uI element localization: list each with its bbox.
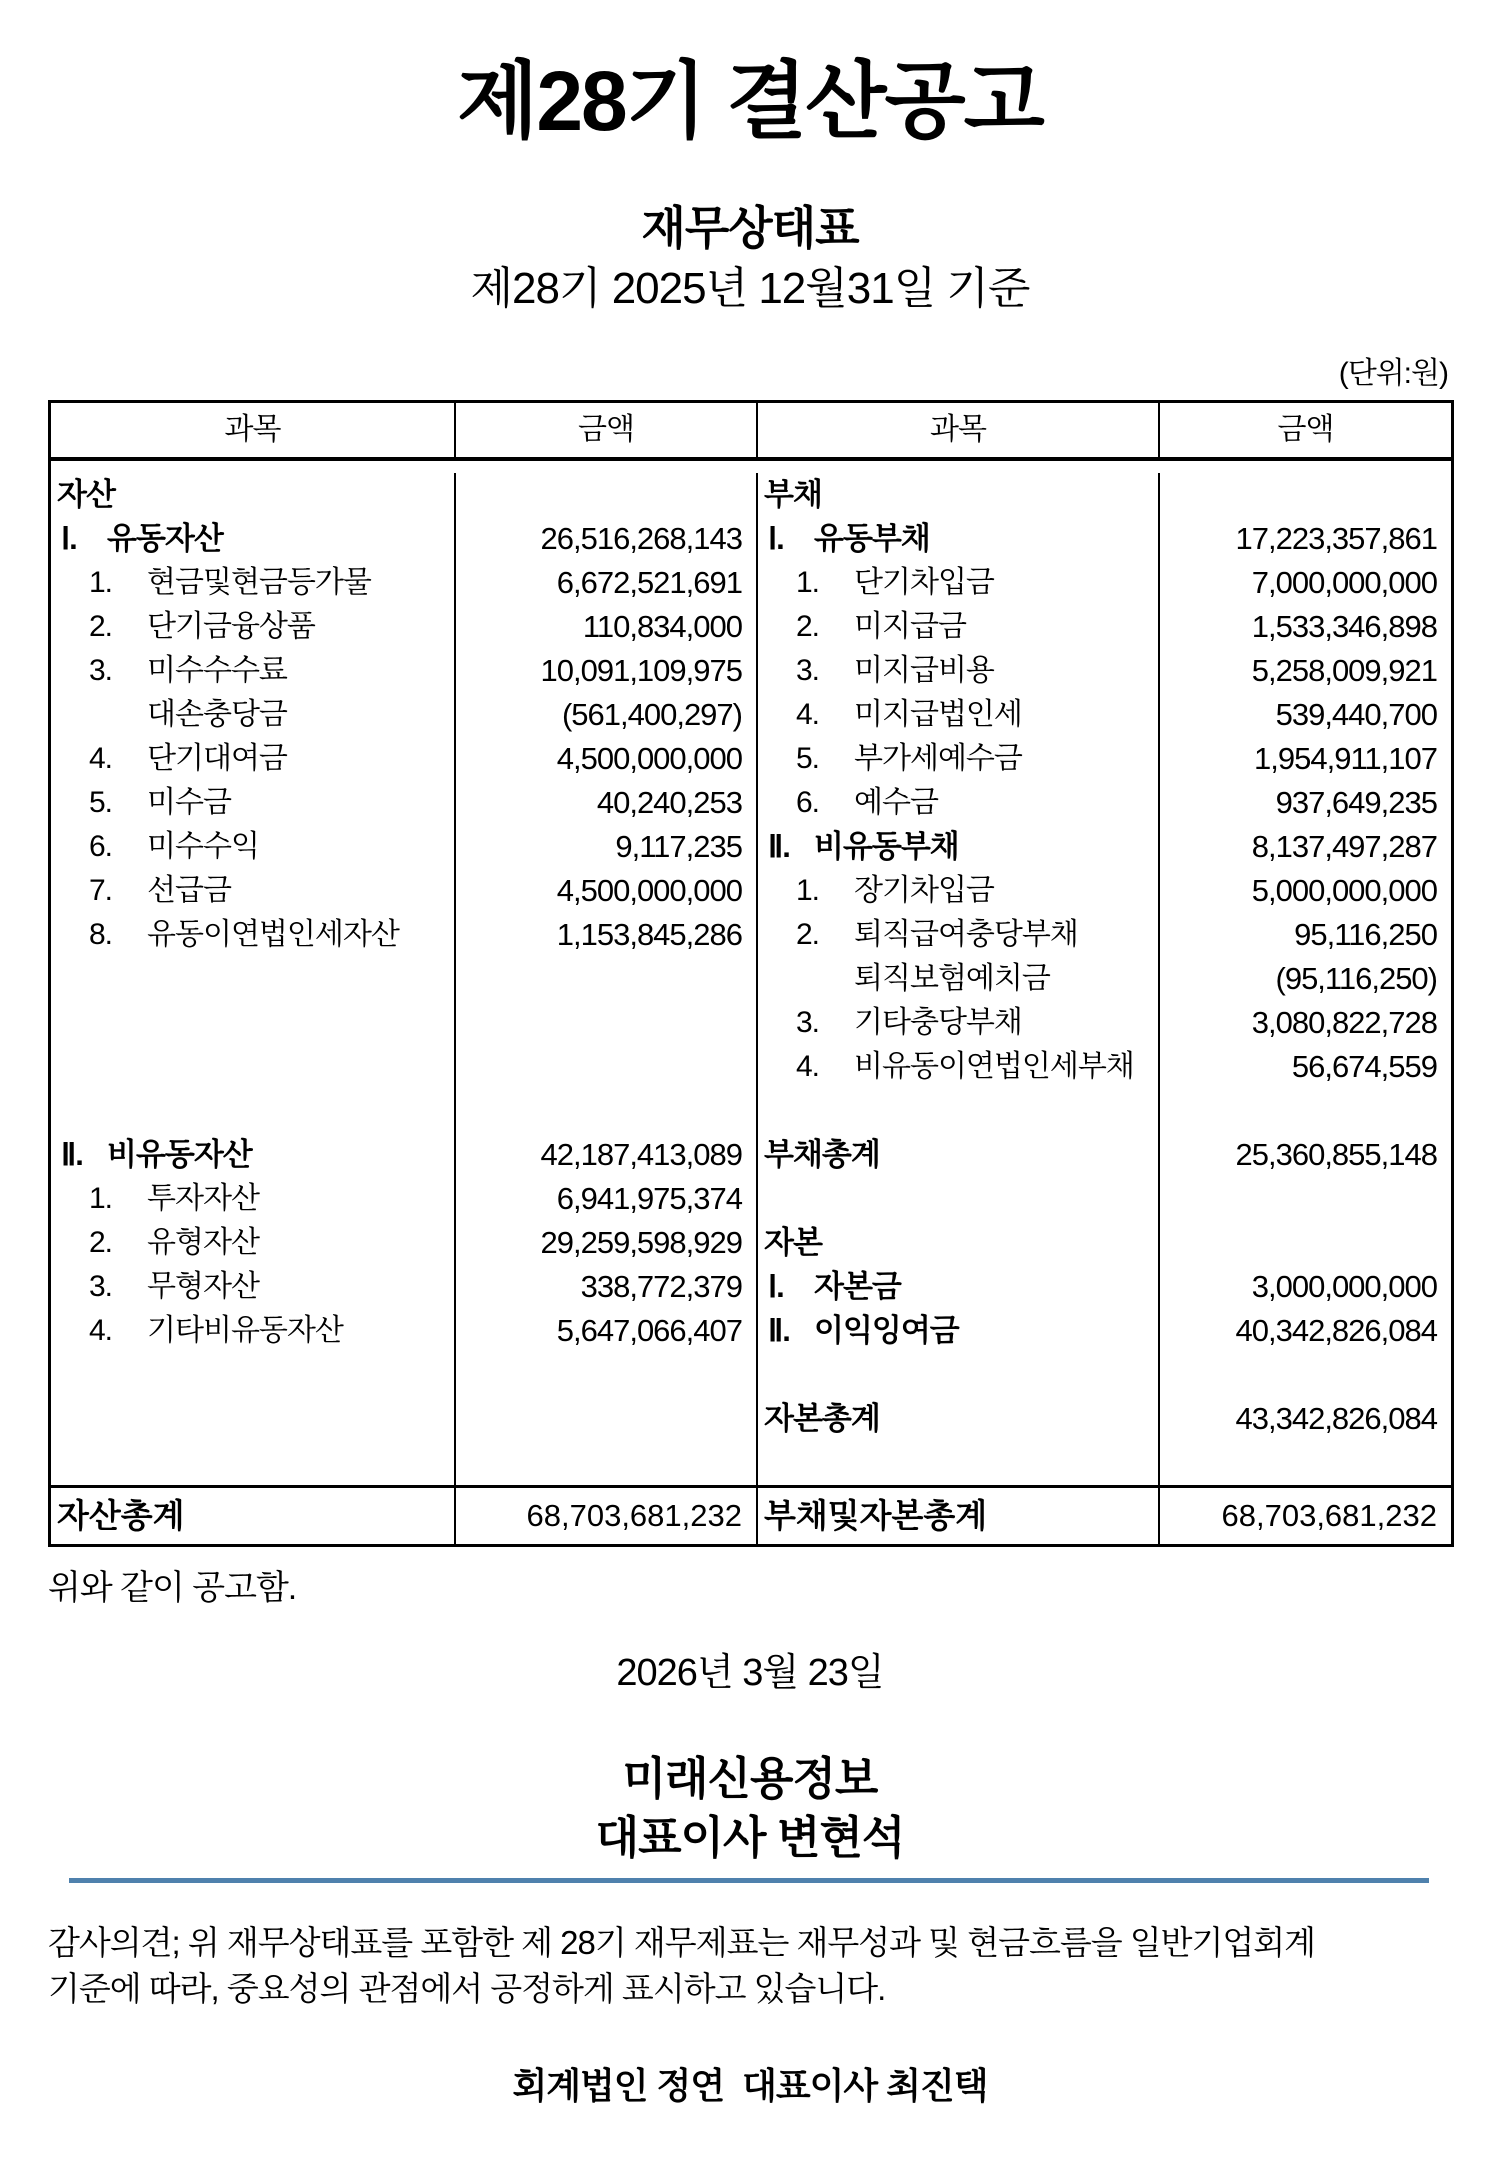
amount-right: 5,258,009,921 xyxy=(1251,653,1437,688)
account-label-left xyxy=(51,1309,456,1353)
account-label-left xyxy=(51,1397,456,1441)
table-row xyxy=(51,1133,1451,1177)
amount-right xyxy=(1160,473,1451,517)
table-row xyxy=(51,1001,1451,1045)
table-header-row xyxy=(51,403,1451,461)
total-liab-equity-label: 부채및자본총계 xyxy=(758,1488,1160,1544)
amount-right: 3,000,000,000 xyxy=(1251,1269,1437,1304)
item-text: 기타충당부채 xyxy=(854,1006,1022,1039)
account-label-right xyxy=(758,1177,1160,1221)
amount-left: 40,240,253 xyxy=(456,781,758,825)
account-label-right xyxy=(758,517,1160,561)
amount-right: 25,360,855,148 xyxy=(1235,1137,1437,1172)
unit-label: (단위:원) xyxy=(1338,357,1448,390)
amount-right: 56,674,559 xyxy=(1291,1049,1437,1084)
audit-opinion-line1: 감사의견; 위 재무상태표를 포함한 제 28기 재무제표는 재무성과 및 현금흐름을 일반기업회계 xyxy=(48,1924,1316,1961)
table-row xyxy=(51,957,1451,1001)
account-label-right xyxy=(758,825,1160,869)
ceo-name: 대표이사 변현석 xyxy=(595,1812,905,1863)
item-text: 무형자산 xyxy=(147,1270,259,1303)
amount-left: 4,500,000,000 xyxy=(456,869,758,913)
amount-left: 1,153,845,286 xyxy=(456,913,758,957)
item-number: 6. xyxy=(89,830,113,863)
account-label-right xyxy=(758,869,1160,913)
item-text: 자본금 xyxy=(814,1269,901,1304)
item-text: 비유동부채 xyxy=(814,829,959,864)
item-number: 4. xyxy=(796,1050,820,1083)
item-number: 4. xyxy=(796,698,820,731)
table-row xyxy=(51,1265,1451,1309)
blue-divider xyxy=(69,1878,1429,1883)
account-label-left xyxy=(51,1221,456,1265)
item-number: Ⅱ. xyxy=(61,1137,83,1172)
table-row xyxy=(51,1221,1451,1265)
announcement-notice: 위와 같이 공고함. xyxy=(48,1569,297,1607)
header-account-right: 과목 xyxy=(758,403,1160,457)
statement-dateline: 제28기 2025년 12월31일 기준 xyxy=(470,264,1030,313)
account-label-left xyxy=(51,473,456,517)
amount-left xyxy=(456,1397,758,1441)
item-number: 4. xyxy=(89,742,113,775)
item-number: Ⅱ. xyxy=(768,1313,790,1348)
amount-left: 10,091,109,975 xyxy=(456,649,758,693)
item-number: 1. xyxy=(796,874,820,907)
item-text: 대손충당금 xyxy=(147,698,287,731)
item-text: 퇴직급여충당부채 xyxy=(854,918,1078,951)
account-label-left xyxy=(51,869,456,913)
item-text: 이익잉여금 xyxy=(814,1313,959,1348)
amount-left: 110,834,000 xyxy=(456,605,758,649)
account-label-right xyxy=(758,781,1160,825)
table-row xyxy=(51,561,1451,605)
item-text: 유동자산 xyxy=(107,521,223,556)
account-label-left xyxy=(51,781,456,825)
audit-opinion-line2: 기준에 따라, 중요성의 관점에서 공정하게 표시하고 있습니다. xyxy=(48,1970,886,2007)
item-text: 자산 xyxy=(57,477,115,512)
item-number: 3. xyxy=(89,1270,113,1303)
account-label-right xyxy=(758,1045,1160,1089)
table-row xyxy=(51,1045,1451,1089)
table-row xyxy=(51,1441,1451,1485)
account-label-right xyxy=(758,1001,1160,1045)
amount-left xyxy=(456,1001,758,1045)
item-number: 4. xyxy=(89,1314,113,1347)
item-number: 2. xyxy=(89,610,113,643)
table-row xyxy=(51,605,1451,649)
item-text: 예수금 xyxy=(854,786,938,819)
item-number: Ⅱ. xyxy=(768,829,790,864)
item-text: 부채 xyxy=(764,477,822,512)
item-number: 3. xyxy=(796,1006,820,1039)
account-label-right xyxy=(758,473,1160,517)
amount-right: 95,116,250 xyxy=(1294,917,1437,952)
item-text: 미지급비용 xyxy=(854,654,994,687)
table-row xyxy=(51,869,1451,913)
amount-right: (95,116,250) xyxy=(1275,961,1437,996)
account-label-left xyxy=(51,517,456,561)
amount-right: 8,137,497,287 xyxy=(1251,829,1437,864)
amount-right xyxy=(1160,1089,1451,1133)
amount-right xyxy=(1160,1177,1451,1221)
amount-right: 5,000,000,000 xyxy=(1251,873,1437,908)
account-label-left xyxy=(51,693,456,737)
account-label-right xyxy=(758,1089,1160,1133)
item-number: 7. xyxy=(89,874,113,907)
table-row xyxy=(51,517,1451,561)
item-text: 비유동이연법인세부채 xyxy=(854,1050,1134,1083)
audit-opinion xyxy=(48,1920,1458,2012)
account-label-left xyxy=(51,957,456,1001)
amount-left: 338,772,379 xyxy=(456,1265,758,1309)
account-label-left xyxy=(51,1353,456,1397)
account-label-right xyxy=(758,1441,1160,1485)
account-label-right xyxy=(758,561,1160,605)
announcement-date: 2026년 3월 23일 xyxy=(616,1652,884,1694)
table-row xyxy=(51,825,1451,869)
account-label-left xyxy=(51,1133,456,1177)
table-row xyxy=(51,649,1451,693)
statement-subtitle: 재무상태표 xyxy=(641,202,859,254)
amount-right xyxy=(1160,1221,1451,1265)
table-row xyxy=(51,781,1451,825)
account-label-right xyxy=(758,605,1160,649)
item-number: 1. xyxy=(89,566,113,599)
item-number: 5. xyxy=(89,786,113,819)
amount-right: 1,533,346,898 xyxy=(1251,609,1437,644)
item-text: 자본총계 xyxy=(764,1401,880,1436)
item-number: 1. xyxy=(89,1182,113,1215)
amount-left: (561,400,297) xyxy=(456,693,758,737)
account-label-right xyxy=(758,1133,1160,1177)
amount-left: 6,941,975,374 xyxy=(456,1177,758,1221)
amount-left xyxy=(456,1045,758,1089)
account-label-left xyxy=(51,913,456,957)
amount-left: 4,500,000,000 xyxy=(456,737,758,781)
account-label-left xyxy=(51,1045,456,1089)
account-label-left xyxy=(51,1177,456,1221)
account-label-left xyxy=(51,1001,456,1045)
item-text: 퇴직보험예치금 xyxy=(854,962,1050,995)
item-number: 2. xyxy=(89,1226,113,1259)
item-text: 비유동자산 xyxy=(107,1137,252,1172)
amount-right xyxy=(1160,1353,1451,1397)
amount-right: 17,223,357,861 xyxy=(1235,521,1437,556)
item-text: 단기차입금 xyxy=(854,566,994,599)
item-text: 자본 xyxy=(764,1225,822,1260)
company-name: 미래신용정보 xyxy=(622,1753,878,1804)
amount-left xyxy=(456,957,758,1001)
item-text: 유동부채 xyxy=(814,521,930,556)
item-number: 1. xyxy=(796,566,820,599)
table-row xyxy=(51,913,1451,957)
account-label-left xyxy=(51,1265,456,1309)
amount-right: 1,954,911,107 xyxy=(1254,741,1437,776)
amount-left: 5,647,066,407 xyxy=(456,1309,758,1353)
amount-left xyxy=(456,1441,758,1485)
account-label-right xyxy=(758,957,1160,1001)
total-liab-equity-value: 68,703,681,232 xyxy=(1221,1498,1437,1533)
account-label-left xyxy=(51,1441,456,1485)
item-number: 3. xyxy=(796,654,820,687)
table-row xyxy=(51,473,1451,517)
item-number: 2. xyxy=(796,610,820,643)
item-text: 미수금 xyxy=(147,786,231,819)
account-label-right xyxy=(758,737,1160,781)
amount-left xyxy=(456,473,758,517)
table-row xyxy=(51,1397,1451,1441)
table-row xyxy=(51,737,1451,781)
item-text: 미지급금 xyxy=(854,610,966,643)
item-text: 미수수수료 xyxy=(147,654,287,687)
item-text: 기타비유동자산 xyxy=(147,1314,343,1347)
table-row xyxy=(51,1309,1451,1353)
item-number: 6. xyxy=(796,786,820,819)
item-text: 부채총계 xyxy=(764,1137,880,1172)
table-row xyxy=(51,1177,1451,1221)
item-number: Ⅰ. xyxy=(61,521,77,556)
amount-right: 43,342,826,084 xyxy=(1235,1401,1437,1436)
account-label-left xyxy=(51,825,456,869)
item-text: 단기금융상품 xyxy=(147,610,315,643)
amount-right xyxy=(1160,1441,1451,1485)
item-text: 유동이연법인세자산 xyxy=(147,918,399,951)
item-text: 미지급법인세 xyxy=(854,698,1022,731)
account-label-right xyxy=(758,693,1160,737)
auditor-signature: 회계법인 정연 대표이사 최진택 xyxy=(512,2065,988,2106)
header-amount-left: 금액 xyxy=(456,403,758,457)
amount-left: 29,259,598,929 xyxy=(456,1221,758,1265)
item-text: 부가세예수금 xyxy=(854,742,1022,775)
item-text: 투자자산 xyxy=(147,1182,259,1215)
account-label-left xyxy=(51,1089,456,1133)
account-label-right xyxy=(758,1353,1160,1397)
item-number: 8. xyxy=(89,918,113,951)
account-label-left xyxy=(51,737,456,781)
amount-left xyxy=(456,1353,758,1397)
amount-right: 7,000,000,000 xyxy=(1251,565,1437,600)
page-title: 제28기 결산공고 xyxy=(457,54,1043,148)
amount-right: 937,649,235 xyxy=(1275,785,1437,820)
total-assets-label: 자산총계 xyxy=(51,1488,456,1544)
total-assets-value: 68,703,681,232 xyxy=(456,1488,758,1544)
account-label-left xyxy=(51,561,456,605)
item-text: 현금및현금등가물 xyxy=(147,566,371,599)
item-text: 유형자산 xyxy=(147,1226,259,1259)
item-text: 미수수익 xyxy=(147,830,259,863)
account-label-left xyxy=(51,605,456,649)
table-row xyxy=(51,693,1451,737)
header-account-left: 과목 xyxy=(51,403,456,457)
item-number: Ⅰ. xyxy=(768,521,784,556)
table-total-row xyxy=(51,1485,1451,1544)
account-label-right xyxy=(758,1265,1160,1309)
item-number: Ⅰ. xyxy=(768,1269,784,1304)
amount-left: 6,672,521,691 xyxy=(456,561,758,605)
amount-left: 42,187,413,089 xyxy=(456,1133,758,1177)
account-label-right xyxy=(758,1221,1160,1265)
amount-left xyxy=(456,1089,758,1133)
balance-sheet-table xyxy=(48,400,1454,1547)
item-text: 선급금 xyxy=(147,874,231,907)
table-body xyxy=(51,461,1451,1485)
item-number: 5. xyxy=(796,742,820,775)
account-label-left xyxy=(51,649,456,693)
table-row xyxy=(51,1089,1451,1133)
account-label-right xyxy=(758,1309,1160,1353)
amount-right: 539,440,700 xyxy=(1275,697,1437,732)
amount-right: 3,080,822,728 xyxy=(1251,1005,1437,1040)
item-text: 단기대여금 xyxy=(147,742,287,775)
account-label-right xyxy=(758,1397,1160,1441)
amount-left: 26,516,268,143 xyxy=(456,517,758,561)
account-label-right xyxy=(758,649,1160,693)
header-amount-right: 금액 xyxy=(1277,413,1334,446)
item-number: 3. xyxy=(89,654,113,687)
amount-right: 40,342,826,084 xyxy=(1235,1313,1437,1348)
account-label-right xyxy=(758,913,1160,957)
table-row xyxy=(51,1353,1451,1397)
item-text: 장기차입금 xyxy=(854,874,994,907)
item-number: 2. xyxy=(796,918,820,951)
amount-left: 9,117,235 xyxy=(456,825,758,869)
